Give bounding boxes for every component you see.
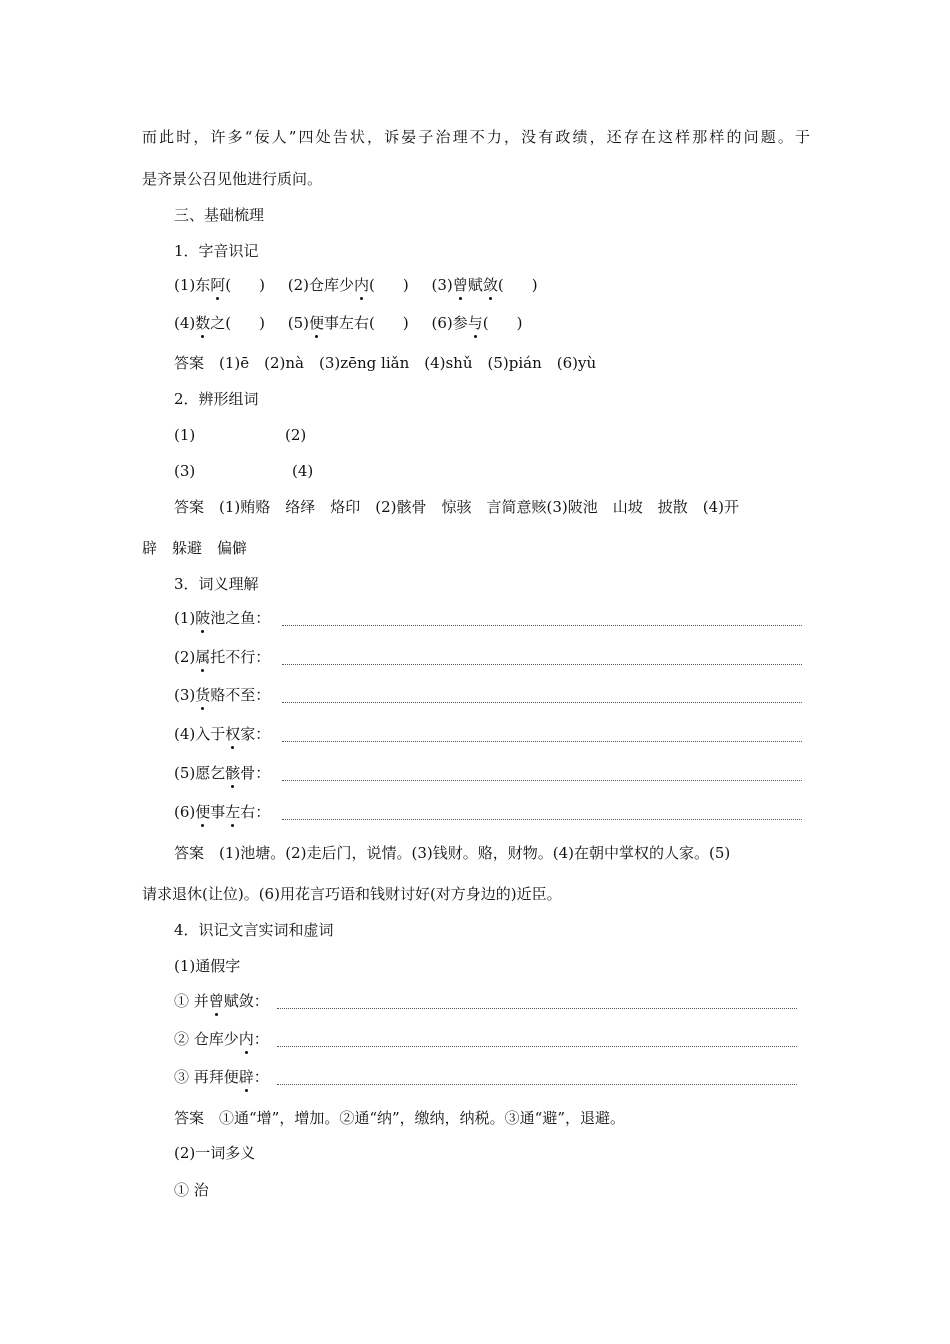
s1-q3: (3)曾赋敛( ) <box>431 276 538 294</box>
s3-blank-6[interactable] <box>282 819 802 820</box>
s1-title: 1．字音识记 <box>174 242 259 260</box>
s3-answer-line-1: 答案 (1)池塘。(2)走后门，说情。(3)钱财。赂，财物。(4)在朝中掌权的人家。(5) <box>174 844 731 862</box>
s3-blank-3[interactable] <box>282 702 802 703</box>
s1-row-1 <box>174 275 538 295</box>
s2-answer-line-2: 辟 躲避 偏僻 <box>142 539 248 557</box>
s3-item-4: (4)入于权家： <box>174 725 271 743</box>
s4-item-1: ① 并曾赋敛： <box>174 992 269 1010</box>
s3-answer-line-2: 请求退休(让位)。(6)用花言巧语和钱财讨好(对方身边的)近臣。 <box>142 885 562 903</box>
s3-blank-2[interactable] <box>282 664 802 665</box>
s3-item-1: (1)陂池之鱼： <box>174 609 271 627</box>
s3-item-2: (2)属托不行： <box>174 648 271 666</box>
s2-answer-line-1: 答案 (1)贿赂 络绎 烙印 (2)骸骨 惊骇 言简意赅(3)陂池 山坡 披散 (4)开 <box>174 498 739 516</box>
s3-blank-4[interactable] <box>282 741 802 742</box>
s4-item-2: ② 仓库少内： <box>174 1030 269 1048</box>
s1-row-2 <box>174 313 523 333</box>
s4-item-3: ③ 再拜便辟： <box>174 1068 269 1086</box>
s1-q2: (2)仓库少内( ) <box>287 276 409 294</box>
s4-title: 4．识记文言实词和虚词 <box>174 921 334 939</box>
s3-item-5: (5)愿乞骸骨： <box>174 764 271 782</box>
s1-q5: (5)便事左右( ) <box>287 314 409 332</box>
s4-subtitle-2: (2)一词多义 <box>174 1144 256 1162</box>
s2-label-1: (1) <box>174 426 196 444</box>
s3-blank-5[interactable] <box>282 780 802 781</box>
s3-title: 3．词义理解 <box>174 575 259 593</box>
s3-item-3: (3)货赂不至： <box>174 686 271 704</box>
s2-label-4: (4) <box>292 462 314 480</box>
s4-blank-1[interactable] <box>277 1008 797 1009</box>
s1-q1: (1)东阿( ) <box>174 276 265 294</box>
s4-answer: 答案 ①通“增”，增加。②通“纳”，缴纳，纳税。③通“避”，退避。 <box>174 1109 626 1127</box>
s4-polysemy-item-1: ① 治 <box>174 1181 209 1199</box>
s4-subtitle-1: (1)通假字 <box>174 957 241 975</box>
s4-blank-2[interactable] <box>277 1046 797 1047</box>
s1-answer: 答案 (1)ē (2)nà (3)zēng liǎn (4)shǔ (5)pián (6)yù <box>174 354 597 372</box>
s3-item-6: (6)便事左右： <box>174 803 271 821</box>
intro-line-1: 而此时，许多“佞人”四处告状，诉晏子治理不力，没有政绩，还存在这样那样的问题。于 <box>142 128 810 146</box>
s2-title: 2．辨形组词 <box>174 390 259 408</box>
s2-label-2: (2) <box>285 426 307 444</box>
s1-q6: (6)参与( ) <box>431 314 523 332</box>
s4-blank-3[interactable] <box>277 1084 797 1085</box>
s3-blank-1[interactable] <box>282 625 802 626</box>
s2-label-3: (3) <box>174 462 196 480</box>
section-title: 三、基础梳理 <box>174 206 265 224</box>
intro-line-2: 是齐景公召见他进行质问。 <box>142 170 323 188</box>
s1-q4: (4)数之( ) <box>174 314 265 332</box>
